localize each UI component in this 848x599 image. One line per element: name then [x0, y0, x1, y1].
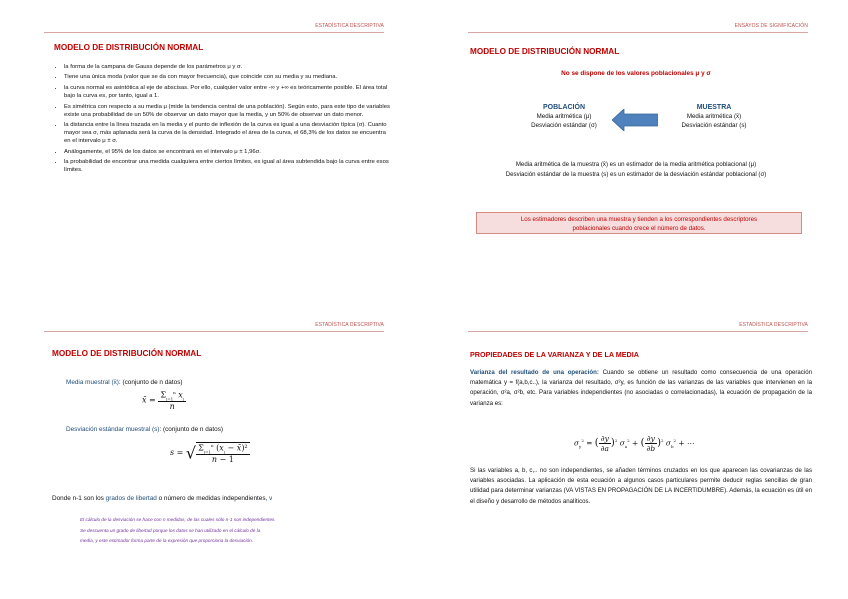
media-label-line: [66, 379, 183, 386]
desv-label: Desviación estándar muestral (s): [66, 426, 160, 433]
slide-header: ENSAYOS DE SIGNIFICACIÓN: [734, 23, 808, 29]
slide-title: MODELO DE DISTRIBUCIÓN NORMAL: [52, 349, 202, 358]
poblacion-line: Media aritmética (μ): [536, 113, 592, 120]
muestra-block: [654, 103, 774, 130]
estimators: [444, 160, 828, 180]
desv-label-line: [66, 426, 223, 433]
bullet-list: [52, 63, 390, 177]
header-rule: [44, 331, 384, 332]
muestra-heading: MUESTRA: [696, 104, 732, 111]
variance-formula: $\sigma_y^2$ = ( $\frac{\partial y}{\partial a}$ )$^2$ $\sigma_a^2$ + ( $\frac{\partial y}{\partial b}$ )$^2$ $\sigma_b^2$ + ⋯: [574, 434, 695, 453]
bullet-item: • la curva normal es asintótica al eje de abscisas. Por ello, cualquier valor entre -∞ y +∞ es teóricamente posible. El área total bajo la curva es, por tanto, igual a 1.: [64, 84, 390, 100]
box-line: Los estimadores describen una muestra y tienden a los correspondientes descriptores: [520, 216, 758, 223]
paragraph-2: Si las variables a, b, c,.. no son independientes, se añaden términos cruzados en los que aparecen las covarianzas de las variables asociadas. La aplicación de esta ecuación a algunos casos particulares permite deducir reglas sencillas de gran utilidad para determinar varianzas (VA VISTAS EN PROPAGACIÓN DE LA INCERTIDUMBRE). Además, la ecuación es útil en el diseño y desarrollo de métodos analíticos.: [470, 467, 812, 505]
bullet-item: • la forma de la campana de Gauss depende de los parámetros μ y σ.: [64, 63, 390, 71]
slide-1: [0, 0, 424, 299]
varianza-heading: Varianza del resultado de una operación:: [470, 369, 599, 376]
note-block: [80, 515, 370, 547]
slide-header: ESTADÍSTICA DESCRIPTIVA: [315, 23, 384, 29]
header-rule: [468, 331, 808, 332]
muestra-line: Desviación estándar (s): [681, 122, 747, 129]
bullet-item: • la probabilidad de encontrar una medida cualquiera entre ciertos límites, es igual al área subtendida bajo la curva entre esos límites.: [64, 158, 390, 174]
highlight-box: [476, 212, 802, 234]
header-rule: [44, 32, 384, 33]
left-arrow-icon: [612, 109, 658, 131]
media-suffix: : (conjunto de n datos): [118, 379, 183, 386]
estimator-line: Desviación estándar de la muestra (s) es un estimador de la desviación estándar poblacional (σ): [505, 171, 767, 178]
slide-title: MODELO DE DISTRIBUCIÓN NORMAL: [54, 43, 204, 52]
grados-highlight: grados de libertad: [105, 495, 157, 502]
slide-header: ESTADÍSTICA DESCRIPTIVA: [739, 322, 808, 328]
slide-4: [424, 299, 848, 599]
poblacion-line: Desviación estándar (σ): [531, 122, 597, 129]
poblacion-block: [504, 103, 624, 130]
grados-symbol: ν: [269, 495, 273, 502]
desv-suffix: : (conjunto de n datos): [159, 426, 224, 433]
bullet-item: • Es simétrica con respecto a su media μ (mide la tendencia central de una población). Según esto, para este tipo de variables existe una probabilidad de un 50% de observar un dato mayor que la media, y un 50% de observar un dato menor.: [64, 103, 390, 119]
mean-formula: x̄ = $\frac{\Sigma_{i=1}^n x_i}{n}$: [142, 390, 185, 412]
poblacion-heading: POBLACIÓN: [543, 104, 585, 111]
slide-title: PROPIEDADES DE LA VARIANZA Y DE LA MEDIA: [470, 350, 639, 359]
bullet-item: • Análogamente, el 95% de los datos se encontrará en el intervalo μ ± 1,96σ.: [64, 148, 390, 156]
media-label: Media muestral (x̄): [66, 379, 119, 386]
muestra-line: Media aritmética (x̄): [686, 113, 742, 120]
subtitle: No se dispone de los valores poblacionales μ y σ: [561, 70, 711, 77]
slide-3: [0, 299, 424, 599]
paragraph-1: [470, 368, 812, 409]
bullet-item: • la distancia entre la línea trazada en la media y el punto de inflexión de la curva es igual a una desviación típica (σ). Cuanto mayor sea σ, más aplanada será la curva de la densidad. Integrado el área de la curva, el 68,3% de los datos se encuentra en el intervalo μ ± σ.: [64, 121, 390, 145]
note-line: El cálculo de la desviación se hace con n medidas, de las cuales sólo n-1 son independientes.: [80, 517, 276, 522]
note-line: Se descuenta un grado de libertad porque los datos se han utilizado en el cálculo de la: [80, 527, 261, 533]
grados-line: [52, 495, 272, 502]
grados-suffix: o número de medidas independientes,: [156, 495, 270, 502]
grados-prefix: Donde n-1 son los: [52, 495, 106, 502]
std-formula: s = √ $\frac{\Sigma_{i=1}^n (x_i - x̄)^2}{n - 1}$: [170, 443, 248, 465]
header-rule: [468, 32, 808, 33]
paragraph-1-text: Cuando se obtiene un resultado como consecuencia de una operación matemática y = f(a,b,c..), la varianza del resultado, σ²y, es función de las varianzas de las variables que intervienen en la operación, σ²a, σ²b, etc. Para variables independientes (no asociadas o correlacionadas), la ecuación de propagación de la varianza es:: [470, 369, 812, 407]
note-line: media, y este estimador forma parte de la expresión que proporciona la desviación.: [80, 538, 254, 543]
slide-header: ESTADÍSTICA DESCRIPTIVA: [315, 322, 384, 328]
slide-2: [424, 0, 848, 299]
slide-title: MODELO DE DISTRIBUCIÓN NORMAL: [470, 47, 620, 56]
box-line: poblacionales cuando crece el número de datos.: [572, 225, 706, 232]
estimator-line: Media aritmética de la muestra (x̄) es un estimador de la media aritmética poblacional (μ): [515, 161, 757, 168]
bullet-item: • Tiene una única moda (valor que se da con mayor frecuencia), que coincide con su media y su mediana.: [64, 73, 390, 81]
